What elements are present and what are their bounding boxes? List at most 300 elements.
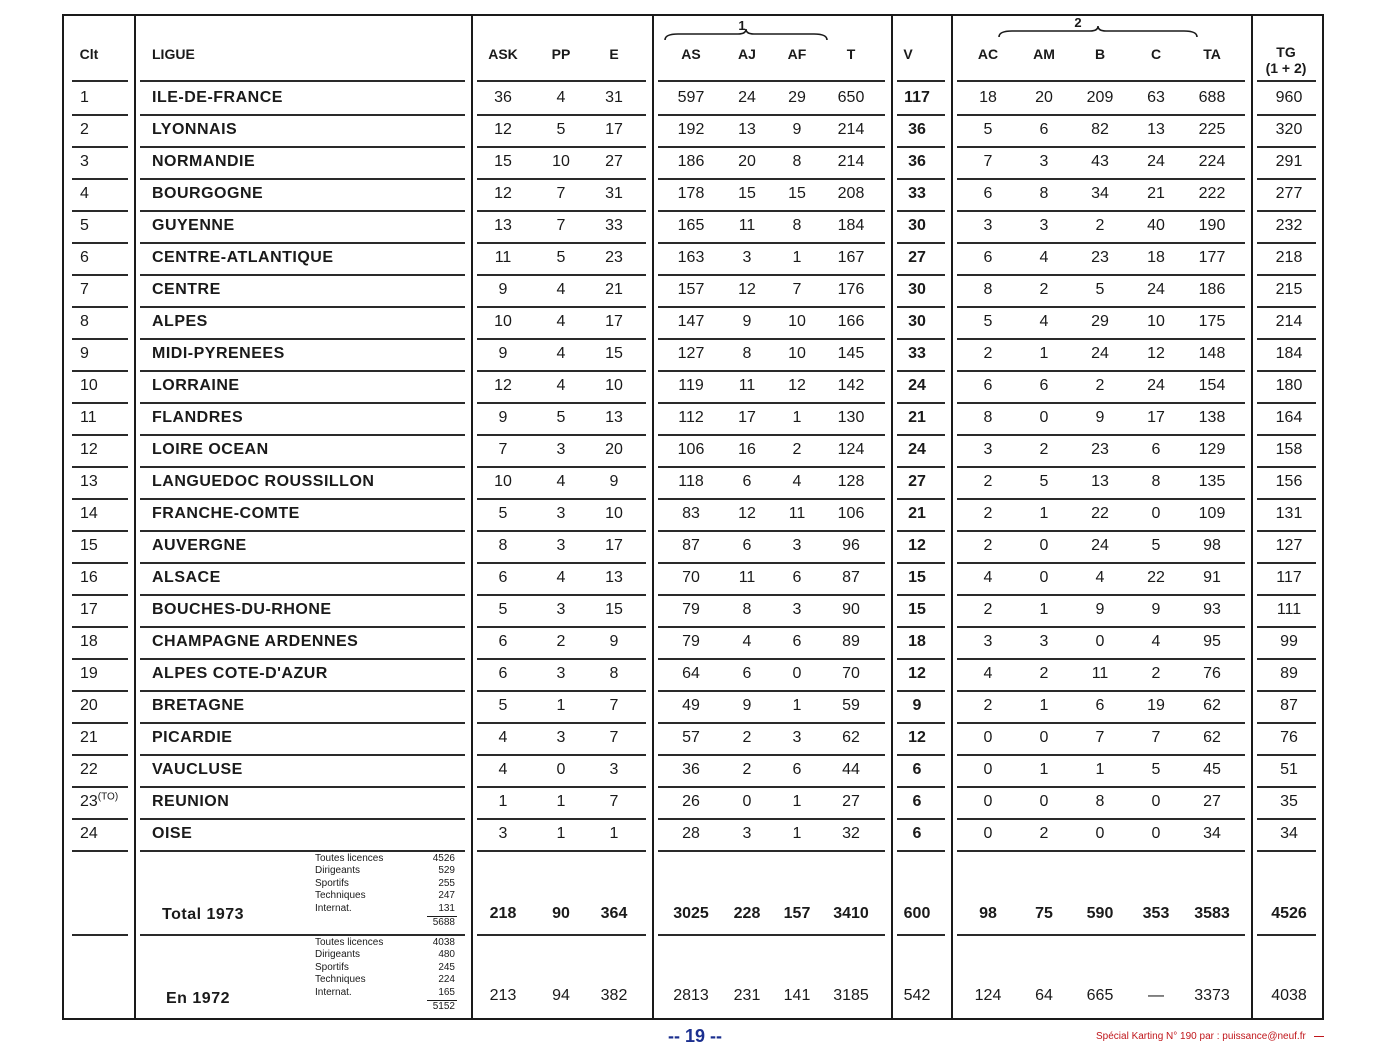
row-tg: 960 [1275, 89, 1303, 106]
row-b: 0 [1095, 633, 1105, 650]
row-as: 79 [682, 601, 700, 618]
row-ac: 0 [983, 761, 993, 778]
clt-superscript: (TO) [97, 791, 119, 803]
row-b: 4 [1095, 569, 1105, 586]
row-am: 6 [1039, 377, 1049, 394]
row-v: 24 [908, 377, 926, 394]
row-ac: 2 [983, 473, 993, 490]
row-pp: 3 [556, 665, 566, 682]
row-b: 13 [1091, 473, 1109, 490]
row-b: 6 [1095, 697, 1105, 714]
row-ta: 225 [1198, 121, 1226, 138]
row-af: 8 [792, 153, 802, 170]
row-aj: 11 [738, 217, 756, 234]
row-ask: 6 [498, 633, 508, 650]
total-aj: 231 [733, 987, 761, 1004]
row-pp: 1 [556, 825, 566, 842]
row-c: 19 [1147, 697, 1165, 714]
row-tg: 164 [1275, 409, 1303, 426]
row-am: 0 [1039, 537, 1049, 554]
row-t: 87 [842, 569, 860, 586]
row-as: 597 [677, 89, 705, 106]
total-pp: 94 [552, 987, 570, 1004]
row-ask: 4 [498, 729, 508, 746]
row-c: 13 [1147, 121, 1165, 138]
row-clt: 2 [80, 121, 89, 138]
row-b: 9 [1095, 601, 1105, 618]
row-ligue: NORMANDIE [152, 153, 256, 170]
row-tg: 218 [1275, 249, 1303, 266]
row-rule [477, 850, 646, 852]
row-rule [1257, 850, 1316, 852]
row-v: 21 [908, 505, 926, 522]
row-c: 22 [1147, 569, 1165, 586]
row-clt: 1 [80, 89, 89, 106]
row-v: 15 [908, 569, 926, 586]
row-ligue: PICARDIE [152, 729, 233, 746]
header-ask: ASK [488, 46, 518, 62]
column-divider [134, 14, 136, 1020]
row-tg: 277 [1275, 185, 1303, 202]
row-t: 106 [837, 505, 865, 522]
row-rule [658, 934, 885, 936]
row-v: 27 [908, 249, 926, 266]
row-b: 2 [1095, 377, 1105, 394]
row-t: 70 [842, 665, 860, 682]
row-clt: 13 [80, 473, 98, 490]
row-rule [1257, 934, 1316, 936]
row-tg: 76 [1280, 729, 1298, 746]
row-ask: 12 [494, 185, 512, 202]
total-am: 75 [1035, 905, 1053, 922]
header-c: C [1150, 46, 1162, 62]
column-divider [951, 14, 953, 1020]
row-am: 1 [1039, 697, 1049, 714]
row-clt: 19 [80, 665, 98, 682]
row-ta: 148 [1198, 345, 1226, 362]
row-as: 192 [677, 121, 705, 138]
row-e: 8 [609, 665, 619, 682]
row-clt: 11 [80, 409, 97, 426]
page-number: -- 19 -- [668, 1026, 722, 1046]
row-ask: 9 [498, 281, 508, 298]
row-t: 650 [837, 89, 865, 106]
row-e: 9 [609, 473, 619, 490]
row-ask: 9 [498, 345, 508, 362]
row-ac: 0 [983, 729, 993, 746]
header-t: T [846, 46, 856, 62]
row-clt: 7 [80, 281, 89, 298]
row-tg: 232 [1275, 217, 1303, 234]
row-ligue: LORRAINE [152, 377, 240, 394]
row-ask: 9 [498, 409, 508, 426]
row-as: 83 [682, 505, 700, 522]
row-b: 34 [1091, 185, 1109, 202]
row-clt: 18 [80, 633, 98, 650]
licence-label: Techniques [315, 974, 366, 986]
row-as: 178 [677, 185, 705, 202]
row-pp: 4 [556, 377, 566, 394]
row-ac: 7 [983, 153, 993, 170]
row-t: 62 [842, 729, 860, 746]
header-pp: PP [551, 46, 571, 62]
row-as: 36 [682, 761, 700, 778]
total-b: 590 [1086, 905, 1114, 922]
row-ac: 2 [983, 601, 993, 618]
row-ask: 8 [498, 537, 508, 554]
row-as: 64 [682, 665, 700, 682]
row-b: 5 [1095, 281, 1105, 298]
row-as: 26 [682, 793, 700, 810]
row-aj: 6 [742, 537, 752, 554]
total-ac: 98 [979, 905, 997, 922]
row-tg: 184 [1275, 345, 1303, 362]
row-e: 17 [605, 537, 623, 554]
row-ligue: BOURGOGNE [152, 185, 264, 202]
row-v: 33 [908, 185, 926, 202]
row-aj: 2 [742, 729, 752, 746]
row-aj: 8 [742, 601, 752, 618]
row-b: 22 [1091, 505, 1109, 522]
row-t: 27 [842, 793, 860, 810]
row-aj: 4 [742, 633, 752, 650]
row-tg: 111 [1276, 601, 1302, 618]
row-as: 112 [678, 409, 704, 426]
total-c: — [1148, 987, 1164, 1004]
row-af: 3 [792, 729, 802, 746]
row-ta: 177 [1198, 249, 1226, 266]
row-ligue: GUYENNE [152, 217, 235, 234]
row-as: 87 [682, 537, 700, 554]
row-v: 30 [908, 281, 926, 298]
row-pp: 10 [552, 153, 570, 170]
row-pp: 3 [556, 441, 566, 458]
row-pp: 5 [556, 409, 566, 426]
row-pp: 4 [556, 313, 566, 330]
row-ligue: AUVERGNE [152, 537, 247, 554]
row-b: 9 [1095, 409, 1105, 426]
row-ac: 5 [983, 313, 993, 330]
total-tg: 4526 [1271, 905, 1307, 922]
row-ligue: CENTRE [152, 281, 221, 298]
row-as: 157 [677, 281, 705, 298]
row-ask: 5 [498, 601, 508, 618]
row-rule [72, 850, 128, 852]
row-e: 15 [605, 601, 623, 618]
row-af: 29 [788, 89, 806, 106]
row-clt: 16 [80, 569, 98, 586]
row-tg: 127 [1275, 537, 1303, 554]
row-v: 33 [908, 345, 926, 362]
row-ta: 76 [1203, 665, 1221, 682]
row-ta: 175 [1198, 313, 1226, 330]
row-c: 24 [1147, 281, 1165, 298]
row-t: 208 [837, 185, 865, 202]
row-tg: 320 [1275, 121, 1303, 138]
row-aj: 6 [742, 473, 752, 490]
row-ask: 6 [498, 665, 508, 682]
row-as: 79 [682, 633, 700, 650]
row-v: 18 [908, 633, 926, 650]
row-af: 3 [792, 601, 802, 618]
row-as: 163 [677, 249, 705, 266]
row-aj: 12 [738, 281, 756, 298]
row-am: 1 [1039, 505, 1049, 522]
row-c: 5 [1151, 761, 1161, 778]
row-tg: 214 [1275, 313, 1303, 330]
row-af: 1 [792, 793, 802, 810]
row-c: 12 [1147, 345, 1165, 362]
row-ac: 4 [983, 569, 993, 586]
row-ta: 190 [1198, 217, 1226, 234]
row-pp: 4 [556, 473, 566, 490]
row-pp: 3 [556, 537, 566, 554]
row-t: 176 [837, 281, 865, 298]
total-am: 64 [1035, 987, 1053, 1004]
row-ta: 129 [1198, 441, 1226, 458]
row-ta: 95 [1203, 633, 1221, 650]
row-ac: 2 [983, 697, 993, 714]
total-ask: 218 [489, 905, 517, 922]
row-pp: 5 [556, 249, 566, 266]
row-t: 128 [837, 473, 865, 490]
row-t: 96 [842, 537, 860, 554]
row-v: 30 [908, 313, 926, 330]
row-aj: 11 [738, 377, 756, 394]
row-af: 6 [792, 761, 802, 778]
row-b: 2 [1095, 217, 1105, 234]
row-v: 6 [912, 793, 922, 810]
row-b: 24 [1091, 345, 1109, 362]
row-af: 4 [792, 473, 802, 490]
row-v: 15 [908, 601, 926, 618]
total-t: 3185 [833, 987, 869, 1004]
row-clt: 8 [80, 313, 89, 330]
row-v: 27 [908, 473, 926, 490]
row-tg: 117 [1276, 569, 1302, 586]
row-c: 8 [1151, 473, 1161, 490]
row-c: 24 [1147, 153, 1165, 170]
row-ta: 34 [1203, 825, 1221, 842]
row-ligue: OISE [152, 825, 193, 842]
row-pp: 0 [556, 761, 566, 778]
row-pp: 5 [556, 121, 566, 138]
licence-label: Toutes licences [315, 853, 384, 864]
row-e: 10 [605, 505, 623, 522]
row-tg: 156 [1275, 473, 1303, 490]
row-v: 36 [908, 153, 926, 170]
row-tg: 180 [1275, 377, 1303, 394]
row-ligue: CENTRE-ATLANTIQUE [152, 249, 334, 266]
row-rule [140, 934, 465, 936]
row-ligue: BOUCHES-DU-RHONE [152, 601, 332, 618]
total-tg: 4038 [1271, 987, 1307, 1004]
row-ta: 62 [1203, 729, 1221, 746]
row-clt: 12 [80, 441, 98, 458]
licence-value: 131 [438, 902, 455, 914]
row-pp: 1 [556, 793, 566, 810]
row-v: 30 [908, 217, 926, 234]
row-ligue: CHAMPAGNE ARDENNES [152, 633, 359, 650]
row-pp: 4 [556, 569, 566, 586]
row-ta: 154 [1198, 377, 1226, 394]
row-e: 13 [605, 409, 623, 426]
row-ligue: ALSACE [152, 569, 221, 586]
total-c: 353 [1142, 905, 1170, 922]
row-aj: 20 [738, 153, 756, 170]
row-clt: 4 [80, 185, 89, 202]
row-e: 7 [609, 697, 619, 714]
row-af: 1 [792, 825, 802, 842]
header-am: AM [1033, 46, 1055, 62]
column-divider [891, 14, 893, 1020]
row-af: 10 [788, 313, 806, 330]
row-ta: 138 [1198, 409, 1226, 426]
row-aj: 9 [742, 697, 752, 714]
licence-sum: 5688 [432, 917, 455, 928]
header-as: AS [681, 46, 701, 62]
row-ligue: FRANCHE-COMTE [152, 505, 300, 522]
row-af: 7 [792, 281, 802, 298]
row-ligue: LANGUEDOC ROUSSILLON [152, 473, 375, 490]
row-b: 11 [1091, 665, 1109, 682]
row-as: 118 [678, 473, 704, 490]
total-v: 542 [903, 987, 931, 1004]
row-clt: 10 [80, 377, 98, 394]
row-pp: 3 [556, 505, 566, 522]
row-ac: 18 [979, 89, 997, 106]
row-t: 124 [837, 441, 865, 458]
total-ta: 3373 [1194, 987, 1230, 1004]
row-am: 1 [1039, 761, 1049, 778]
row-ta: 45 [1203, 761, 1221, 778]
row-clt: 17 [80, 601, 98, 618]
row-tg: 131 [1275, 505, 1303, 522]
row-af: 1 [792, 409, 802, 426]
header-group1: 1 [738, 18, 746, 33]
row-t: 167 [837, 249, 865, 266]
row-b: 29 [1091, 313, 1109, 330]
row-ligue: LOIRE OCEAN [152, 441, 269, 458]
row-pp: 7 [556, 217, 566, 234]
row-clt: 14 [80, 505, 98, 522]
row-v: 36 [908, 121, 926, 138]
row-pp: 1 [556, 697, 566, 714]
row-c: 21 [1147, 185, 1165, 202]
licence-value: 247 [438, 890, 455, 902]
row-e: 23 [605, 249, 623, 266]
total-aj: 228 [733, 905, 761, 922]
row-ligue: ALPES [152, 313, 208, 330]
row-af: 6 [792, 633, 802, 650]
licence-sum: 5152 [432, 1001, 455, 1012]
row-rule [72, 934, 128, 936]
row-c: 0 [1151, 505, 1161, 522]
row-tg: 99 [1280, 633, 1298, 650]
header-tg: TG [1276, 44, 1296, 60]
row-ask: 10 [494, 473, 512, 490]
row-am: 3 [1039, 153, 1049, 170]
total-t: 3410 [833, 905, 869, 922]
row-ac: 0 [983, 793, 993, 810]
row-as: 28 [682, 825, 700, 842]
total-e: 364 [600, 905, 628, 922]
row-aj: 12 [738, 505, 756, 522]
row-ac: 5 [983, 121, 993, 138]
row-ligue: REUNION [152, 793, 230, 810]
total-label-t1973: Total 1973 [162, 906, 245, 923]
row-aj: 0 [742, 793, 752, 810]
row-c: 7 [1151, 729, 1161, 746]
header-aj: AJ [738, 46, 756, 62]
licence-value: 165 [438, 986, 455, 998]
row-rule [897, 934, 945, 936]
row-c: 63 [1147, 89, 1165, 106]
credit-line [1096, 1031, 1324, 1042]
row-tg: 34 [1280, 825, 1298, 842]
total-af: 141 [783, 987, 811, 1004]
row-clt: 21 [80, 729, 98, 746]
row-aj: 8 [742, 345, 752, 362]
header-ligue: LIGUE [152, 46, 195, 62]
row-t: 166 [837, 313, 865, 330]
row-am: 2 [1039, 825, 1049, 842]
row-c: 10 [1147, 313, 1165, 330]
row-b: 209 [1086, 89, 1114, 106]
header-e: E [609, 46, 619, 62]
row-ask: 5 [498, 697, 508, 714]
licence-value: 224 [438, 974, 455, 986]
licence-value: 529 [438, 865, 455, 877]
row-e: 15 [605, 345, 623, 362]
row-t: 89 [842, 633, 860, 650]
row-c: 18 [1147, 249, 1165, 266]
row-af: 6 [792, 569, 802, 586]
licence-breakdown [315, 853, 460, 933]
row-e: 7 [609, 729, 619, 746]
row-aj: 3 [742, 249, 752, 266]
row-ask: 12 [494, 121, 512, 138]
row-ac: 6 [983, 377, 993, 394]
row-e: 31 [605, 185, 623, 202]
row-tg: 35 [1280, 793, 1298, 810]
row-c: 40 [1147, 217, 1165, 234]
row-aj: 24 [738, 89, 756, 106]
row-ac: 8 [983, 281, 993, 298]
row-c: 5 [1151, 537, 1161, 554]
licence-label: Sportifs [315, 961, 349, 973]
row-b: 43 [1091, 153, 1109, 170]
total-b: 665 [1086, 987, 1114, 1004]
row-clt: 20 [80, 697, 98, 714]
row-ac: 3 [983, 217, 993, 234]
row-e: 7 [609, 793, 619, 810]
row-am: 20 [1035, 89, 1053, 106]
row-ask: 4 [498, 761, 508, 778]
row-am: 4 [1039, 249, 1049, 266]
row-tg: 291 [1275, 153, 1303, 170]
row-v: 24 [908, 441, 926, 458]
licence-value: 4526 [432, 853, 455, 864]
row-clt: 22 [80, 761, 98, 778]
total-label-t1972: En 1972 [166, 990, 230, 1007]
row-as: 127 [677, 345, 705, 362]
row-clt: 15 [80, 537, 98, 554]
row-c: 0 [1151, 793, 1161, 810]
row-b: 0 [1095, 825, 1105, 842]
row-af: 0 [792, 665, 802, 682]
row-am: 5 [1039, 473, 1049, 490]
